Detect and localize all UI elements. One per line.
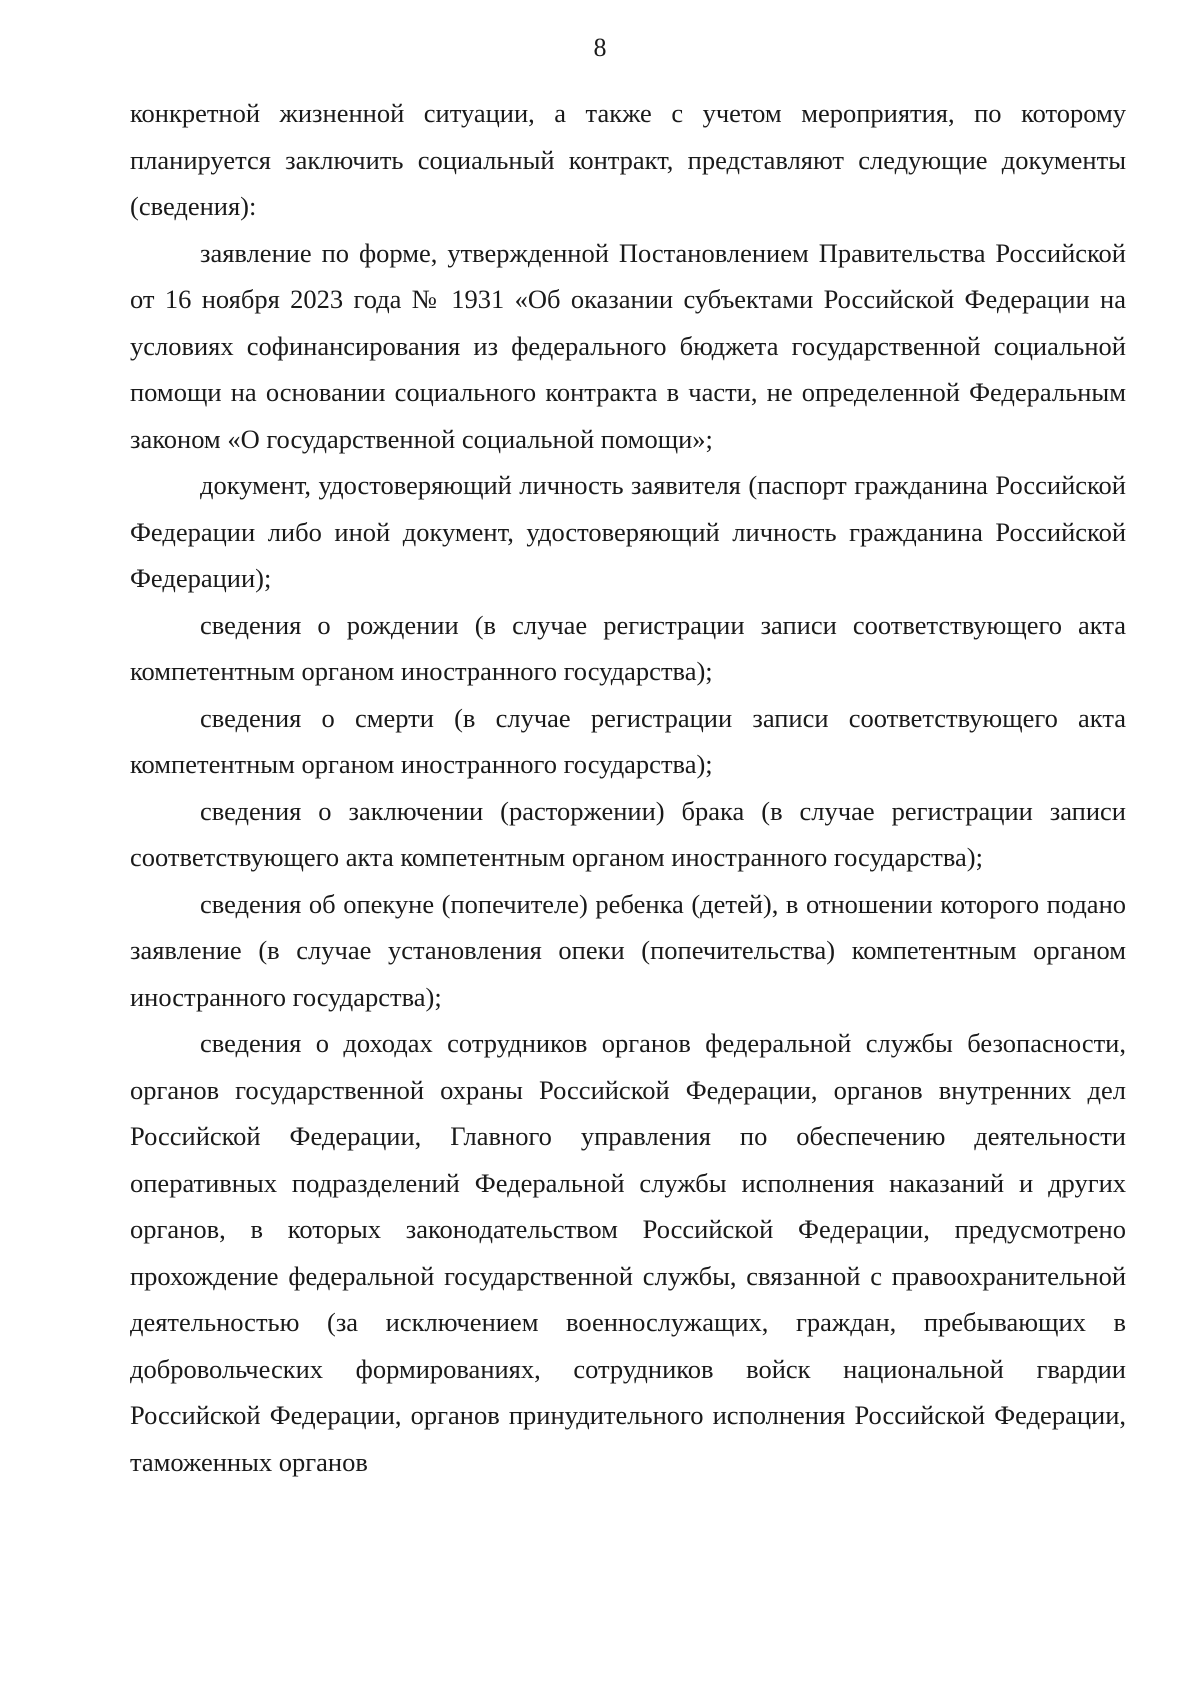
paragraph-income-records: сведения о доходах сотрудников органов федеральной службы безопасности, органов государственной охраны Российской Федерации, органов внутренних дел Российской Федерации, Главного управления по обеспечению деятельности оперативных подразделений Федеральной службы исполнения наказаний и других органов, в которых законодательством Российской Федерации, предусмотрено прохождение федеральной государственной службы, связанной с правоохранительной деятельностью (за исключением военнослужащих, граждан, пребывающих в добровольческих формированиях, сотрудников войск национальной гвардии Российской Федерации, органов принудительного исполнения Российской Федерации, таможенных органов [130, 1028, 1126, 1477]
document-body [130, 90, 1126, 1485]
paragraph-guardian-records: сведения об опекуне (попечителе) ребенка (детей), в отношении которого подано заявление (в случае установления опеки (попечительства) компетентным органом иностранного государства); [130, 888, 1126, 1012]
paragraph-birth-records: сведения о рождении (в случае регистрации записи соответствующего акта компетентным органом иностранного государства); [130, 609, 1126, 686]
paragraph-death-records: сведения о смерти (в случае регистрации записи соответствующего акта компетентным органом иностранного государства); [130, 702, 1126, 779]
paragraph-marriage-records: сведения о заключении (расторжении) брака (в случае регистрации записи соответствующего акта компетентным органом иностранного государства); [130, 795, 1126, 872]
paragraph-identity-document: документ, удостоверяющий личность заявителя (паспорт гражданина Российской Федерации либо иной документ, удостоверяющий личность гражданина Российской Федерации); [130, 470, 1126, 593]
paragraph-application: заявление по форме, утвержденной Постановлением Правительства Российской от 16 ноября 2023 года № 1931 «Об оказании субъектами Российской Федерации на условиях софинансирования из федерального бюджета государственной социальной помощи на основании социального контракта в части, не определенной Федеральным законом «О государственной социальной помощи»; [130, 237, 1126, 454]
paragraph-continuation: конкретной жизненной ситуации, а также с учетом мероприятия, по которому планируется заключить социальный контракт, представляют следующие документы (сведения): [130, 98, 1126, 221]
page-number: 8 [593, 33, 607, 62]
